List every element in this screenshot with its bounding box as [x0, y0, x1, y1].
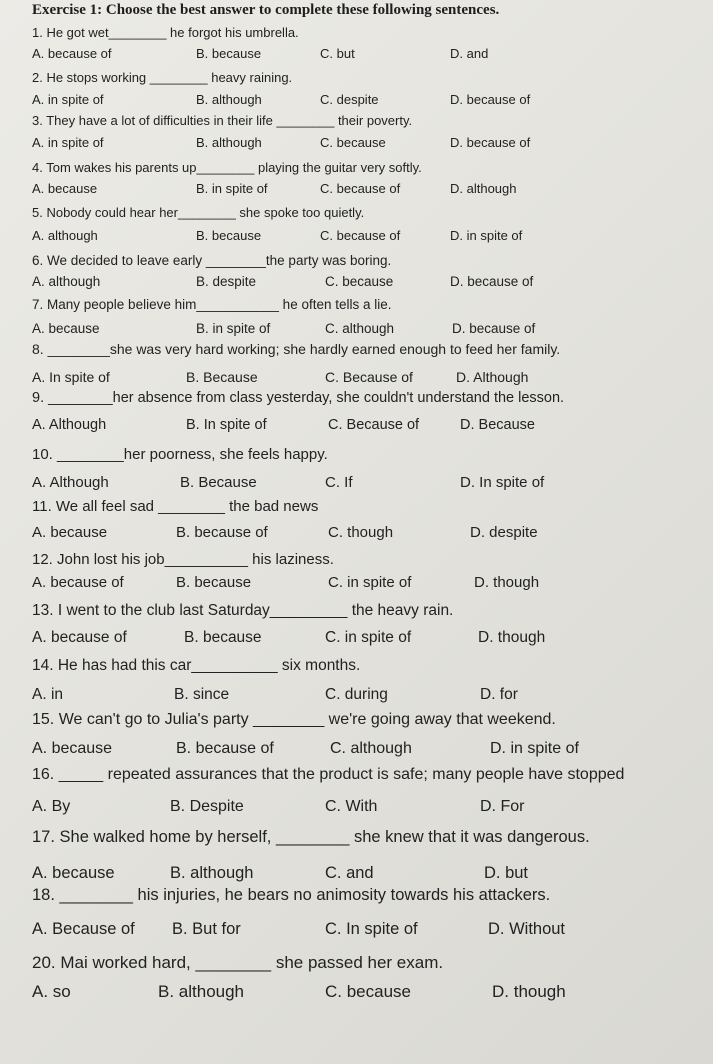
- question-17-option-a: A. because: [32, 864, 115, 882]
- question-18-option-a: A. Because of: [32, 920, 135, 938]
- question-6-option-d: D. because of: [450, 274, 534, 289]
- question-19-option-c: C. because: [325, 982, 411, 1001]
- question-9-option-b: B. In spite of: [186, 417, 267, 433]
- question-14-option-c: C. during: [325, 686, 388, 703]
- question-15-option-d: D. in spite of: [490, 740, 579, 757]
- question-13-option-a: A. because of: [32, 629, 127, 646]
- question-5: 5. Nobody could hear her________ she spoke too quietly.: [32, 205, 365, 220]
- question-14-option-b: B. since: [174, 686, 230, 703]
- question-9-option-a: A. Although: [32, 417, 107, 433]
- exercise-title: Exercise 1: Choose the best answer to complete these following sentences.: [32, 2, 500, 18]
- question-4-option-d: D. although: [450, 181, 517, 196]
- question-11-option-b: B. because of: [176, 524, 268, 541]
- question-15-option-b: B. because of: [176, 740, 274, 757]
- question-13: 13. I went to the club last Saturday_________ the heavy rain.: [32, 602, 454, 619]
- question-12: 12. John lost his job__________ his laziness.: [32, 551, 334, 568]
- question-9-option-d: D. Because: [460, 417, 535, 433]
- question-11-option-a: A. because: [32, 524, 108, 541]
- question-16-option-a: A. By: [32, 798, 71, 815]
- question-11-option-c: C. though: [328, 524, 394, 541]
- question-8: 8. ________she was very hard working; she hardly earned enough to feed her family.: [32, 341, 561, 357]
- question-4: 4. Tom wakes his parents up________ playing the guitar very softly.: [32, 160, 422, 175]
- question-4-option-b: B. in spite of: [196, 181, 268, 196]
- question-3: 3. They have a lot of difficulties in their life ________ their poverty.: [32, 113, 413, 128]
- question-8-option-c: C. Because of: [325, 369, 413, 385]
- question-18: 18. ________ his injuries, he bears no animosity towards his attackers.: [32, 886, 551, 904]
- question-3-option-b: B. although: [196, 135, 262, 150]
- question-16-option-b: B. Despite: [170, 798, 244, 815]
- question-5-option-d: D. in spite of: [450, 228, 523, 243]
- question-14-option-d: D. for: [480, 686, 518, 703]
- question-9: 9. ________her absence from class yesterday, she couldn't understand the lesson.: [32, 390, 565, 406]
- question-15-option-c: C. although: [330, 740, 412, 757]
- question-1-option-b: B. because: [196, 46, 262, 61]
- question-12-option-b: B. because: [176, 574, 252, 591]
- question-15-option-a: A. because: [32, 740, 113, 757]
- question-19-option-d: D. though: [492, 982, 566, 1001]
- question-6: 6. We decided to leave early ________the party was boring.: [32, 253, 392, 268]
- question-17-option-b: B. although: [170, 864, 254, 882]
- question-4-option-a: A. because: [32, 181, 98, 196]
- question-10-option-b: B. Because: [180, 474, 257, 491]
- question-2-option-c: C. despite: [320, 92, 379, 107]
- question-5-option-c: C. because of: [320, 228, 401, 243]
- question-5-option-b: B. because: [196, 228, 262, 243]
- question-10-option-c: C. If: [325, 474, 353, 491]
- question-8-option-d: D. Although: [456, 369, 529, 385]
- question-8-option-a: A. In spite of: [32, 369, 110, 385]
- question-13-option-c: C. in spite of: [325, 629, 412, 646]
- question-3-option-c: C. because: [320, 135, 386, 150]
- question-1-option-a: A. because of: [32, 46, 112, 61]
- question-14-option-a: A. in: [32, 686, 64, 703]
- question-16: 16. _____ repeated assurances that the product is safe; many people have stopped: [32, 766, 625, 783]
- question-5-option-a: A. although: [32, 228, 98, 243]
- question-16-option-d: D. For: [480, 798, 525, 815]
- question-7-option-c: C. although: [325, 321, 395, 336]
- question-1: 1. He got wet________ he forgot his umbrella.: [32, 25, 299, 40]
- question-11: 11. We all feel sad ________ the bad news: [32, 498, 319, 515]
- question-6-option-a: A. although: [32, 274, 101, 289]
- question-7-option-d: D. because of: [452, 321, 536, 336]
- question-7: 7. Many people believe him___________ he often tells a lie.: [32, 297, 392, 312]
- question-3-option-d: D. because of: [450, 135, 531, 150]
- question-2-option-d: D. because of: [450, 92, 531, 107]
- question-2-option-b: B. although: [196, 92, 262, 107]
- question-19-option-a: A. so: [32, 982, 71, 1001]
- question-6-option-c: C. because: [325, 274, 394, 289]
- question-8-option-b: B. Because: [186, 369, 258, 385]
- question-13-option-d: D. though: [478, 629, 546, 646]
- question-17-option-d: D. but: [484, 864, 529, 882]
- question-18-option-c: C. In spite of: [325, 920, 418, 938]
- question-12-option-d: D. though: [474, 574, 540, 591]
- question-6-option-b: B. despite: [196, 274, 257, 289]
- question-12-option-a: A. because of: [32, 574, 124, 591]
- question-14: 14. He has had this car__________ six months.: [32, 657, 361, 674]
- question-4-option-c: C. because of: [320, 181, 401, 196]
- question-1-option-c: C. but: [320, 46, 355, 61]
- question-16-option-c: C. With: [325, 798, 378, 815]
- question-9-option-c: C. Because of: [328, 417, 420, 433]
- question-2-option-a: A. in spite of: [32, 92, 104, 107]
- question-18-option-b: B. But for: [172, 920, 241, 938]
- question-17-option-c: C. and: [325, 864, 374, 882]
- question-19: 20. Mai worked hard, ________ she passed her exam.: [32, 953, 444, 972]
- question-19-option-b: B. although: [158, 982, 245, 1001]
- question-10: 10. ________her poorness, she feels happy.: [32, 446, 328, 463]
- question-2: 2. He stops working ________ heavy raining.: [32, 70, 293, 85]
- question-3-option-a: A. in spite of: [32, 135, 104, 150]
- question-12-option-c: C. in spite of: [328, 574, 412, 591]
- question-7-option-a: A. because: [32, 321, 100, 336]
- question-1-option-d: D. and: [450, 46, 489, 61]
- question-7-option-b: B. in spite of: [196, 321, 271, 336]
- question-11-option-d: D. despite: [470, 524, 538, 541]
- question-18-option-d: D. Without: [488, 920, 566, 938]
- question-10-option-a: A. Although: [32, 474, 109, 491]
- question-17: 17. She walked home by herself, ________ she knew that it was dangerous.: [32, 828, 590, 846]
- question-15: 15. We can't go to Julia's party ________ we're going away that weekend.: [32, 711, 556, 728]
- question-10-option-d: D. In spite of: [460, 474, 545, 491]
- question-13-option-b: B. because: [184, 629, 262, 646]
